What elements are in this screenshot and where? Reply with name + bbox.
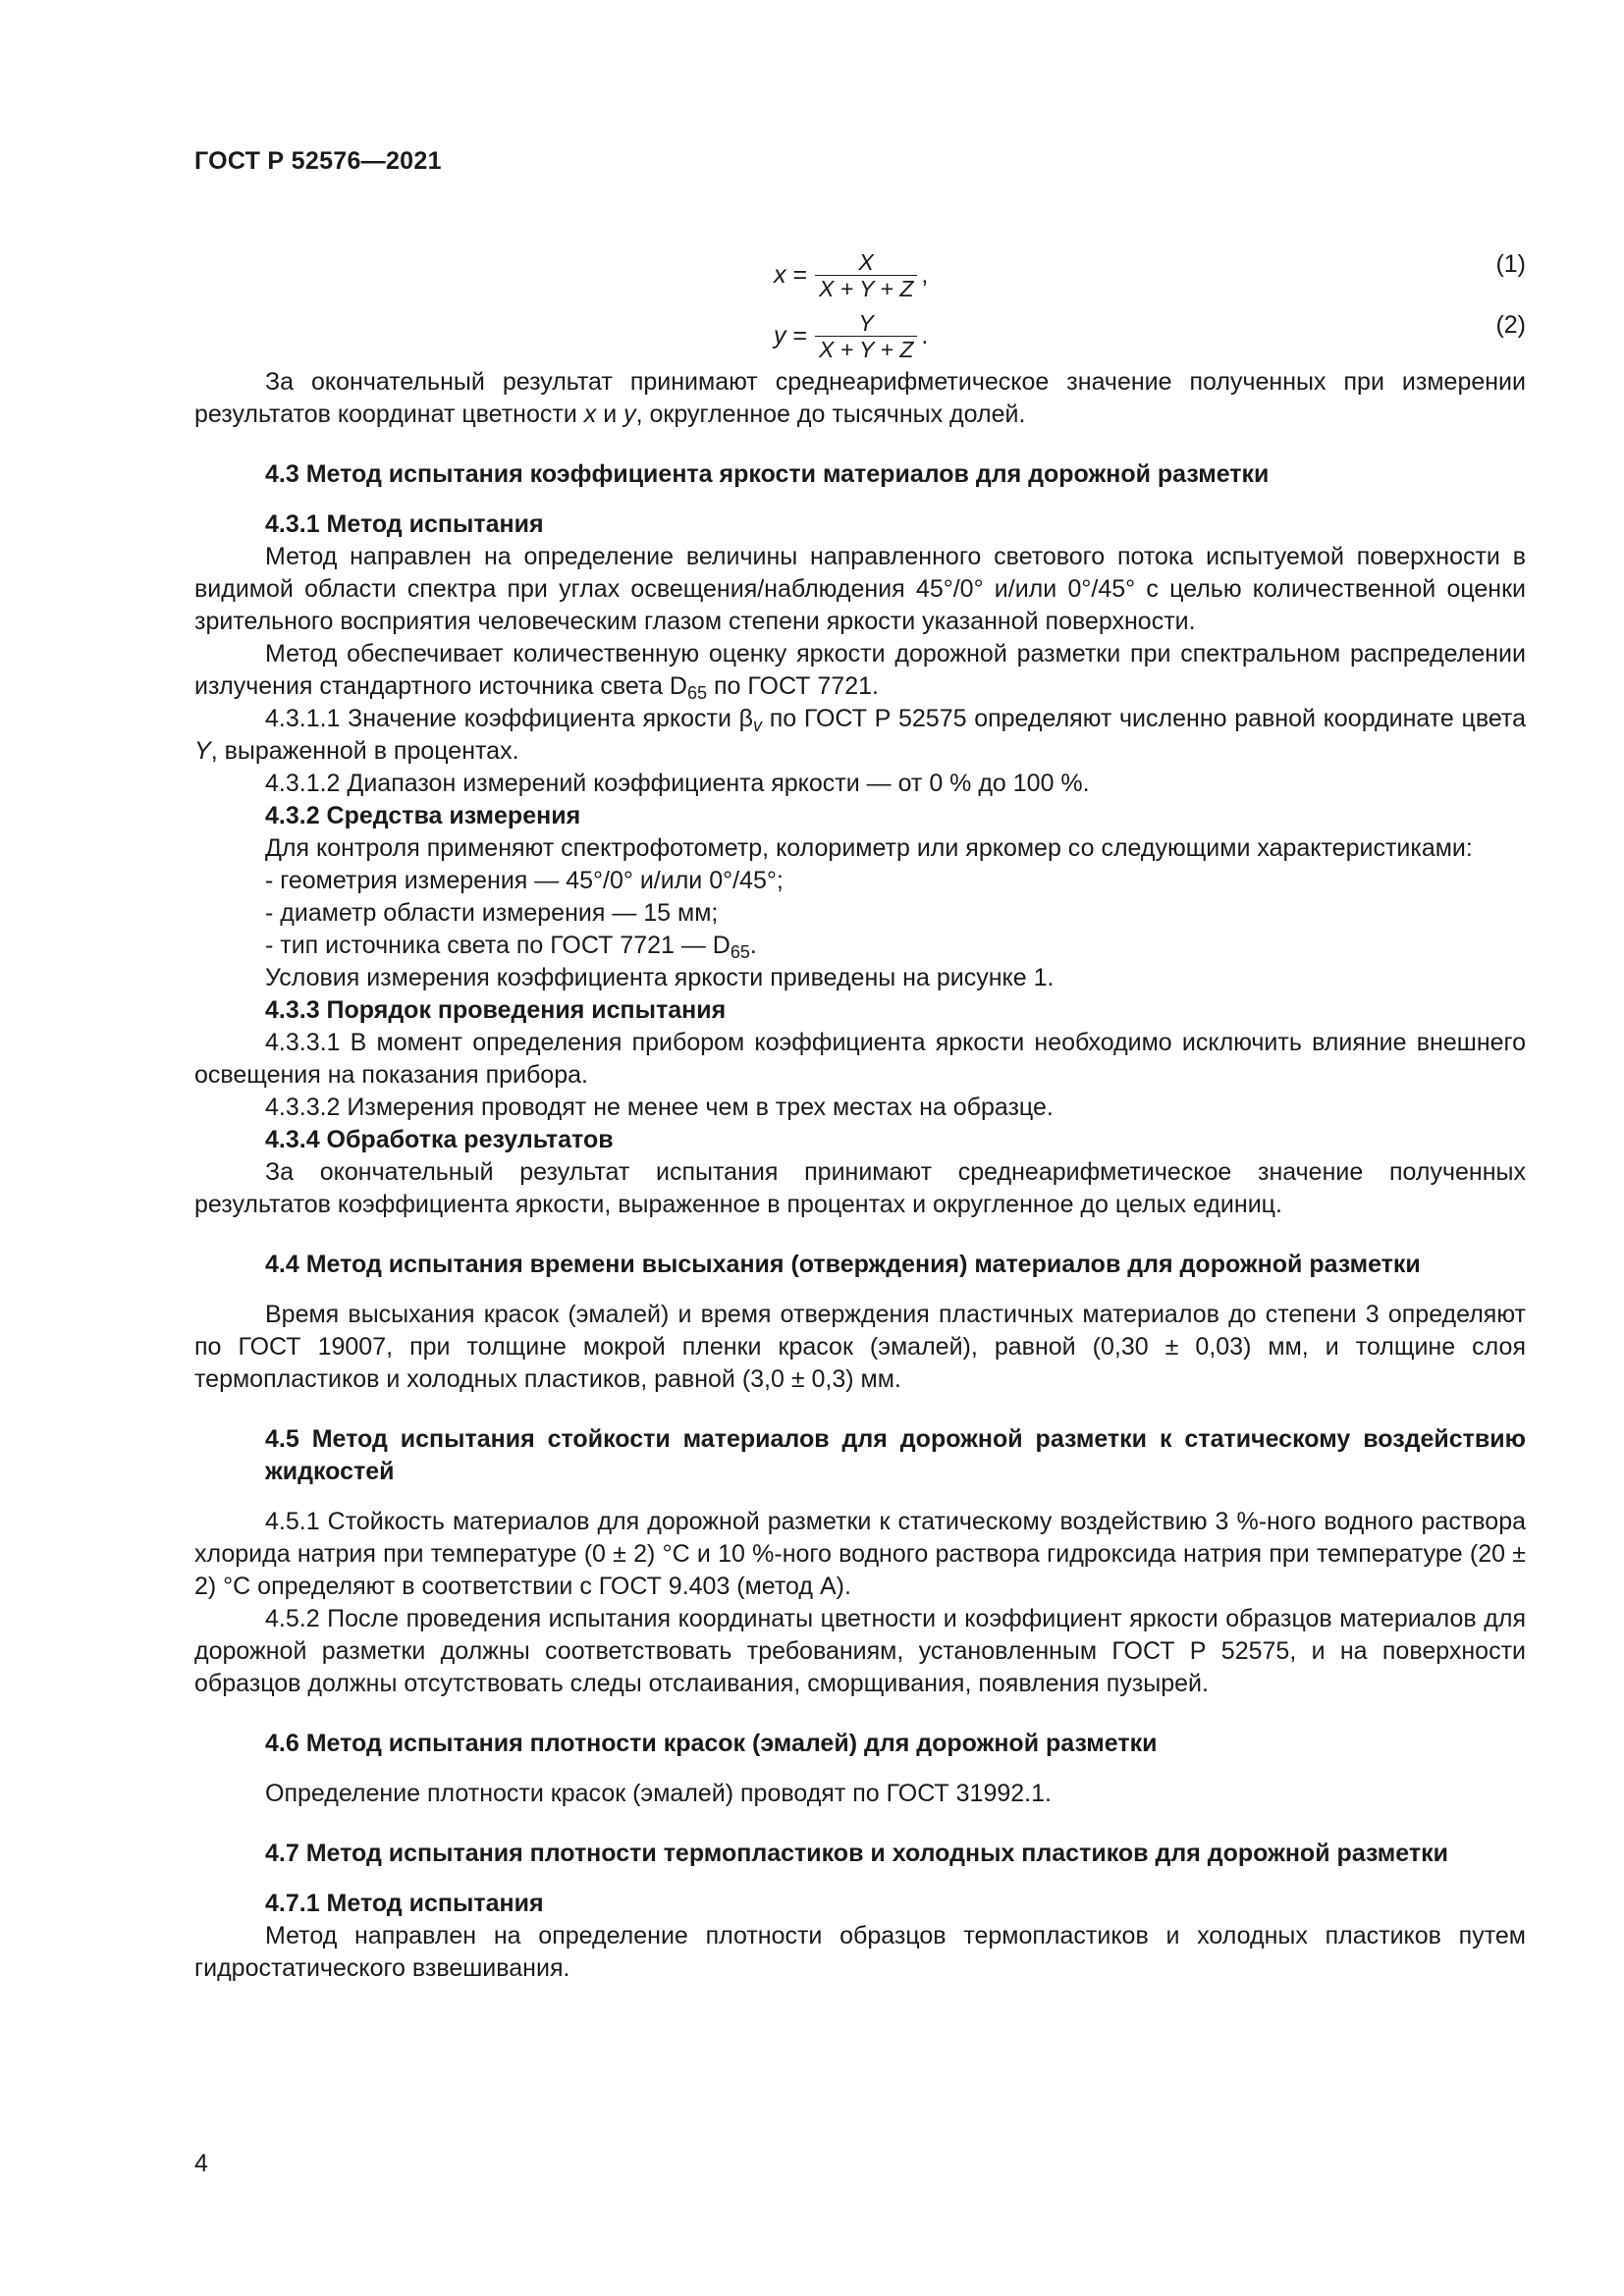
subsection-heading: 4.3.4 Обработка результатов bbox=[265, 1126, 614, 1153]
paragraph: 4.5.1 Стойкость материалов для дорожной разметки к статическому воздействию 3 %-ного водного раствора хлорида натрия при температуре (0 ± 2) °С и 10 %-ного водного раствора гидроксида натрия при температуре (20 ± 2) °С определяют в соответствии с ГОСТ 9.403 (метод А). bbox=[194, 1508, 1526, 1600]
section-heading-4-7: 4.7 Метод испытания плотности термопластиков и холодных пластиков для дорожной разметки bbox=[265, 1840, 1448, 1867]
section-heading-4-3: 4.3 Метод испытания коэффициента яркости материалов для дорожной разметки bbox=[265, 460, 1270, 488]
formula-1: x = $\frac{X}{X + Y + Z}$ , (1) bbox=[774, 248, 1526, 301]
section-heading-4-4: 4.4 Метод испытания времени высыхания (отверждения) материалов для дорожной разметки bbox=[265, 1251, 1421, 1278]
document-header: ГОСТ Р 52576—2021 bbox=[194, 147, 442, 175]
paragraph: Условия измерения коэффициента яркости приведены на рисунке 1. bbox=[265, 964, 1055, 991]
formula-lhs: x bbox=[774, 260, 786, 289]
paragraph: За окончательный результат испытания принимают среднеарифметическое значение полученных результатов коэффициента яркости, выраженное в процентах и округленное до целых единиц. bbox=[194, 1158, 1526, 1218]
equation-number: (1) bbox=[1495, 250, 1526, 278]
section-heading-4-5: 4.5 Метод испытания стойкости материалов для дорожной разметки к статическому воздействию жидкостей bbox=[265, 1425, 1526, 1485]
list-item: - тип источника света по ГОСТ 7721 — $D_{65}$. bbox=[265, 932, 757, 962]
document-body bbox=[194, 366, 1526, 1985]
list-item: - геометрия измерения — 45°/0° и/или 0°/45°; bbox=[265, 867, 784, 894]
section-heading-4-6: 4.6 Метод испытания плотности красок (эмалей) для дорожной разметки bbox=[265, 1730, 1158, 1757]
formula-2: y = $\frac{Y}{X + Y + Z}$ . (2) bbox=[774, 309, 1526, 362]
paragraph: Для контроля применяют спектрофотометр, колориметр или яркомер со следующими характеристиками: bbox=[265, 834, 1473, 862]
subsection-heading: 4.7.1 Метод испытания bbox=[265, 1890, 544, 1917]
formula-fraction: $\frac{Y}{X + Y + Z}$ bbox=[815, 310, 917, 362]
formula-lhs: y bbox=[774, 321, 786, 349]
paragraph: 4.3.1.1 Значение коэффициента яркости $\beta_v$ по ГОСТ Р 52575 определяют численно равной координате цвета Y, выраженной в процентах. bbox=[194, 705, 1526, 765]
document-page bbox=[194, 147, 1526, 1985]
paragraph: Определение плотности красок (эмалей) проводят по ГОСТ 31992.1. bbox=[265, 1780, 1052, 1807]
paragraph: Метод обеспечивает количественную оценку яркости дорожной разметки при спектральном распределении излучения стандартного источника света $D_{65}$ по ГОСТ 7721. bbox=[194, 640, 1526, 703]
paragraph: 4.5.2 После проведения испытания координаты цветности и коэффициент яркости образцов материалов для дорожной разметки должны соответствовать требованиям, установленным ГОСТ Р 52575, и на поверхности образцов должны отсутствовать следы отслаивания, сморщивания, появления пузырей. bbox=[194, 1605, 1526, 1697]
paragraph: 4.3.3.2 Измерения проводят не менее чем в трех местах на образце. bbox=[265, 1094, 1054, 1121]
paragraph: 4.3.1.2 Диапазон измерений коэффициента яркости — от 0 % до 100 %. bbox=[265, 770, 1090, 797]
subsection-heading: 4.3.2 Средства измерения bbox=[265, 802, 581, 829]
page-number: 4 bbox=[194, 2150, 208, 2177]
paragraph: 4.3.3.1 В момент определения прибором коэффициента яркости необходимо исключить влияние внешнего освещения на показания прибора. bbox=[194, 1029, 1526, 1089]
formula-fraction: $\frac{X}{X + Y + Z}$ bbox=[815, 249, 917, 301]
subsection-heading: 4.3.1 Метод испытания bbox=[265, 510, 544, 538]
paragraph: За окончательный результат принимают среднеарифметическое значение полученных при измерении результатов координат цветности x и y, округленное до тысячных долей. bbox=[194, 368, 1526, 428]
equation-number: (2) bbox=[1495, 311, 1526, 339]
paragraph: Время высыхания красок (эмалей) и время отверждения пластичных материалов до степени 3 определяют по ГОСТ 19007, при толщине мокрой пленки красок (эмалей), равной (0,30 ± 0,03) мм, и толщине слоя термопластиков и холодных пластиков, равной (3,0 ± 0,3) мм. bbox=[194, 1301, 1526, 1393]
subsection-heading: 4.3.3 Порядок проведения испытания bbox=[265, 996, 727, 1024]
paragraph: Метод направлен на определение плотности образцов термопластиков и холодных пластиков путем гидростатического взвешивания. bbox=[194, 1922, 1526, 1982]
list-item: - диаметр области измерения — 15 мм; bbox=[265, 899, 719, 927]
paragraph: Метод направлен на определение величины направленного светового потока испытуемой поверхности в видимой области спектра при углах освещения/наблюдения 45°/0° и/или 0°/45° с целью количественной оценки зрительного восприятия человеческим глазом степени яркости указанной поверхности. bbox=[194, 543, 1526, 635]
